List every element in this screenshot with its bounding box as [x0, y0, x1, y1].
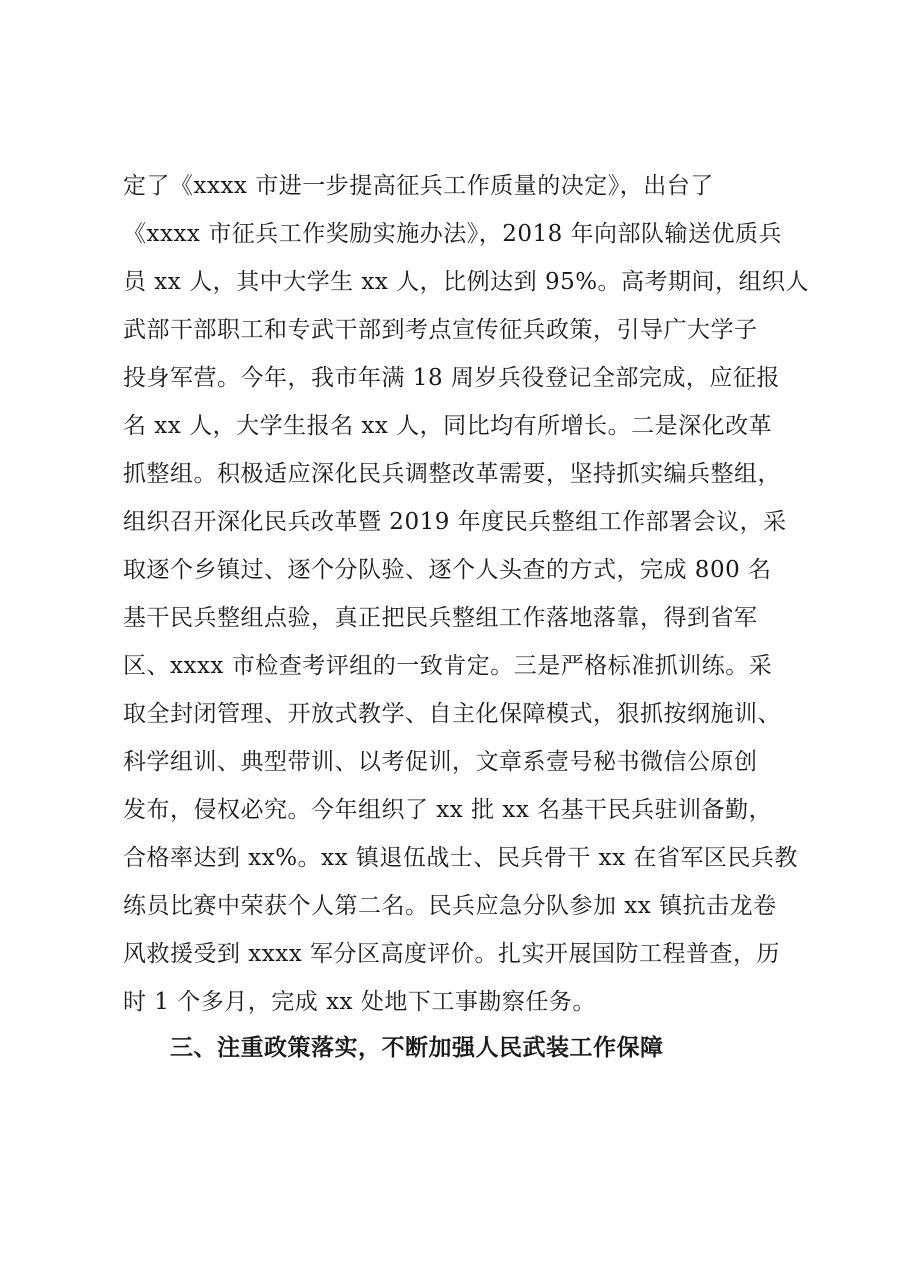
paragraph-line: 风救援受到 xxxx 军分区高度评价。扎实开展国防工程普查，历 — [123, 941, 781, 967]
paragraph-line: 时 1 个多月，完成 xx 处地下工事勘察任务。 — [123, 989, 596, 1015]
section-heading: 三、注重政策落实，不断加强人民武装工作保障 — [170, 1034, 664, 1061]
paragraph-line: 发布，侵权必究。今年组织了 xx 批 xx 名基干民兵驻训备勤， — [123, 797, 773, 823]
paragraph-line: 科学组训、典型带训、以考促训，文章系壹号秘书微信公原创 — [123, 749, 758, 775]
paragraph-line: 员 xx 人，其中大学生 xx 人，比例达到 95%。高考期间，组织人 — [123, 269, 810, 295]
paragraph-line: 组织召开深化民兵改革暨 2019 年度民兵整组工作部署会议，采 — [123, 509, 787, 535]
paragraph-line: 合格率达到 xx%。xx 镇退伍战士、民兵骨干 xx 在省军区民兵教 — [123, 845, 798, 871]
paragraph-line: 基干民兵整组点验，真正把民兵整组工作落地落靠，得到省军 — [123, 605, 758, 631]
paragraph-line: 名 xx 人，大学生报名 xx 人，同比均有所增长。二是深化改革 — [123, 413, 773, 439]
paragraph-line: 《xxxx 市征兵工作奖励实施办法》，2018 年向部队输送优质兵 — [123, 221, 783, 247]
paragraph-line: 武部干部职工和专武干部到考点宣传征兵政策，引导广大学子 — [123, 317, 758, 343]
paragraph-line: 取逐个乡镇过、逐个分队验、逐个人头查的方式，完成 800 名 — [123, 557, 772, 583]
paragraph-line: 投身军营。今年，我市年满 18 周岁兵役登记全部完成，应征报 — [123, 365, 780, 391]
paragraph-line: 区、xxxx 市检查考评组的一致肯定。三是严格标准抓训练。采 — [123, 653, 773, 679]
paragraph-line: 抓整组。积极适应深化民兵调整改革需要，坚持抓实编兵整组， — [123, 461, 781, 487]
body-paragraph — [123, 162, 810, 1026]
paragraph-line: 定了《xxxx 市进一步提高征兵工作质量的决定》，出台了 — [123, 173, 714, 199]
paragraph-line: 取全封闭管理、开放式教学、自主化保障模式，狠抓按纲施训、 — [123, 701, 781, 727]
paragraph-line: 练员比赛中荣获个人第二名。民兵应急分队参加 xx 镇抗击龙卷 — [123, 893, 777, 919]
